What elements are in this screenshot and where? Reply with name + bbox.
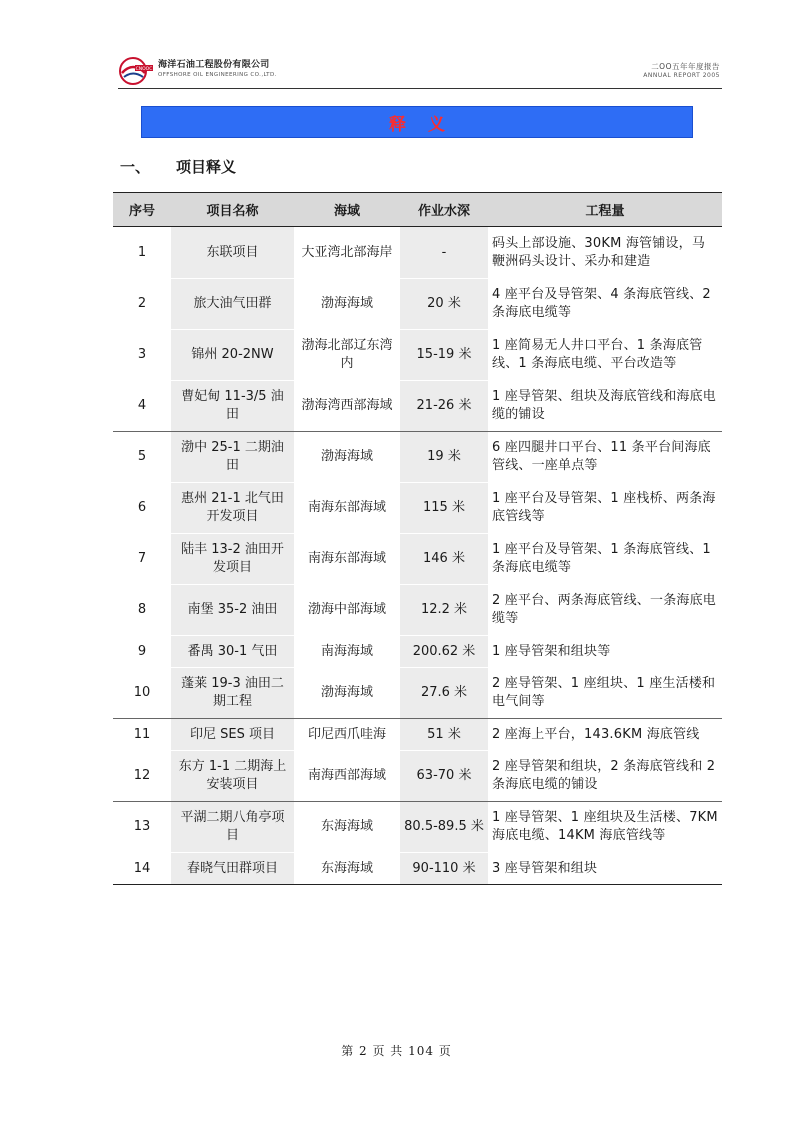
cell-work: 码头上部设施、30KM 海管铺设，马鞭洲码头设计、采办和建造 [488,227,722,279]
cell-name: 惠州 21-1 北气田开发项目 [171,483,294,534]
cell-depth: 27.6 米 [400,668,488,719]
company-name-cn: 海洋石油工程股份有限公司 [158,60,270,70]
header-area: 海域 [294,193,400,227]
cell-no: 9 [113,636,171,668]
cell-no: 6 [113,483,171,534]
page-number: 第 2 页 共 104 页 [341,1044,452,1058]
cell-name: 锦州 20-2NW [171,330,294,381]
section-banner [141,106,693,138]
cell-area: 东海海域 [294,853,400,885]
cell-work: 2 座平台、两条海底管线、一条海底电缆等 [488,585,722,636]
header-depth: 作业水深 [400,193,488,227]
cell-depth: 90-110 米 [400,853,488,885]
cell-work: 1 座导管架和组块等 [488,636,722,668]
table-row [113,432,722,483]
cell-depth: 12.2 米 [400,585,488,636]
table-row [113,751,722,802]
cell-no: 11 [113,719,171,751]
cell-area: 南海东部海域 [294,534,400,585]
table-row [113,330,722,381]
cell-depth: 63-70 米 [400,751,488,802]
cell-depth: 15-19 米 [400,330,488,381]
cell-depth: 146 米 [400,534,488,585]
cell-area: 印尼西爪哇海 [294,719,400,751]
table-row [113,636,722,668]
cell-area: 大亚湾北部海岸 [294,227,400,279]
cell-name: 曹妃甸 11-3/5 油田 [171,381,294,432]
table-row [113,227,722,279]
cell-area: 南海西部海域 [294,751,400,802]
cell-no: 10 [113,668,171,719]
cell-no: 8 [113,585,171,636]
header-name: 项目名称 [171,193,294,227]
report-title-en: ANNUAL REPORT 2005 [643,72,720,79]
cell-area: 渤海海域 [294,668,400,719]
cell-name: 蓬莱 19-3 油田二期工程 [171,668,294,719]
cell-name: 东联项目 [171,227,294,279]
cell-work: 4 座平台及导管架、4 条海底管线、2 条海底电缆等 [488,279,722,330]
project-table [113,192,722,885]
cell-no: 14 [113,853,171,885]
cell-depth: 200.62 米 [400,636,488,668]
table-row [113,853,722,885]
table-row [113,585,722,636]
cell-name: 番禺 30-1 气田 [171,636,294,668]
cell-no: 13 [113,802,171,853]
cell-area: 渤海中部海域 [294,585,400,636]
cell-area: 南海海域 [294,636,400,668]
cell-depth: 19 米 [400,432,488,483]
cell-work: 2 座导管架、1 座组块、1 座生活楼和电气间等 [488,668,722,719]
page-header [118,52,722,89]
cell-work: 3 座导管架和组块 [488,853,722,885]
report-title [643,62,720,80]
cell-work: 6 座四腿井口平台、11 条平台间海底管线、一座单点等 [488,432,722,483]
banner-title: 释义 [389,114,467,135]
svg-text:CNOOC: CNOOC [135,67,153,72]
cell-depth: - [400,227,488,279]
table-row [113,668,722,719]
cell-no: 3 [113,330,171,381]
cell-work: 1 座平台及导管架、1 座栈桥、两条海底管线等 [488,483,722,534]
cell-name: 平湖二期八角亭项目 [171,802,294,853]
cell-name: 旅大油气田群 [171,279,294,330]
cell-name: 渤中 25-1 二期油田 [171,432,294,483]
cell-area: 东海海域 [294,802,400,853]
cell-area: 南海东部海域 [294,483,400,534]
cell-no: 7 [113,534,171,585]
cell-work: 2 座导管架和组块，2 条海底管线和 2 条海底电缆的铺设 [488,751,722,802]
cell-no: 2 [113,279,171,330]
company-name-en: OFFSHORE OIL ENGINEERING CO.,LTD. [158,72,277,78]
table-row [113,483,722,534]
cell-area: 渤海湾西部海域 [294,381,400,432]
company-name [158,60,277,79]
section-heading [120,156,236,177]
table-row [113,719,722,751]
cell-no: 5 [113,432,171,483]
report-title-cn: 二OO五年年度报告 [651,62,720,71]
cell-area: 渤海海域 [294,279,400,330]
cell-name: 陆丰 13-2 油田开发项目 [171,534,294,585]
cell-area: 渤海北部辽东湾内 [294,330,400,381]
cell-depth: 115 米 [400,483,488,534]
table-row [113,802,722,853]
section-number: 一、 [120,158,151,176]
section-title: 项目释义 [176,158,237,176]
cell-work: 2 座海上平台，143.6KM 海底管线 [488,719,722,751]
cell-work: 1 座导管架、组块及海底管线和海底电缆的铺设 [488,381,722,432]
header-work: 工程量 [488,193,722,227]
cell-name: 春晓气田群项目 [171,853,294,885]
cell-depth: 51 米 [400,719,488,751]
cell-name: 印尼 SES 项目 [171,719,294,751]
header-no: 序号 [113,193,171,227]
cell-no: 12 [113,751,171,802]
cell-name: 南堡 35-2 油田 [171,585,294,636]
cell-area: 渤海海域 [294,432,400,483]
cell-work: 1 座平台及导管架、1 条海底管线、1 条海底电缆等 [488,534,722,585]
cell-depth: 80.5-89.5 米 [400,802,488,853]
cell-no: 4 [113,381,171,432]
table-header-row [113,193,722,227]
cell-work: 1 座导管架、1 座组块及生活楼、7KM 海底电缆、14KM 海底管线等 [488,802,722,853]
cell-depth: 20 米 [400,279,488,330]
company-logo-icon [118,56,154,86]
cell-no: 1 [113,227,171,279]
cell-name: 东方 1-1 二期海上安装项目 [171,751,294,802]
cell-work: 1 座简易无人井口平台、1 条海底管线、1 条海底电缆、平台改造等 [488,330,722,381]
table-row [113,279,722,330]
cell-depth: 21-26 米 [400,381,488,432]
table-row [113,381,722,432]
table-row [113,534,722,585]
